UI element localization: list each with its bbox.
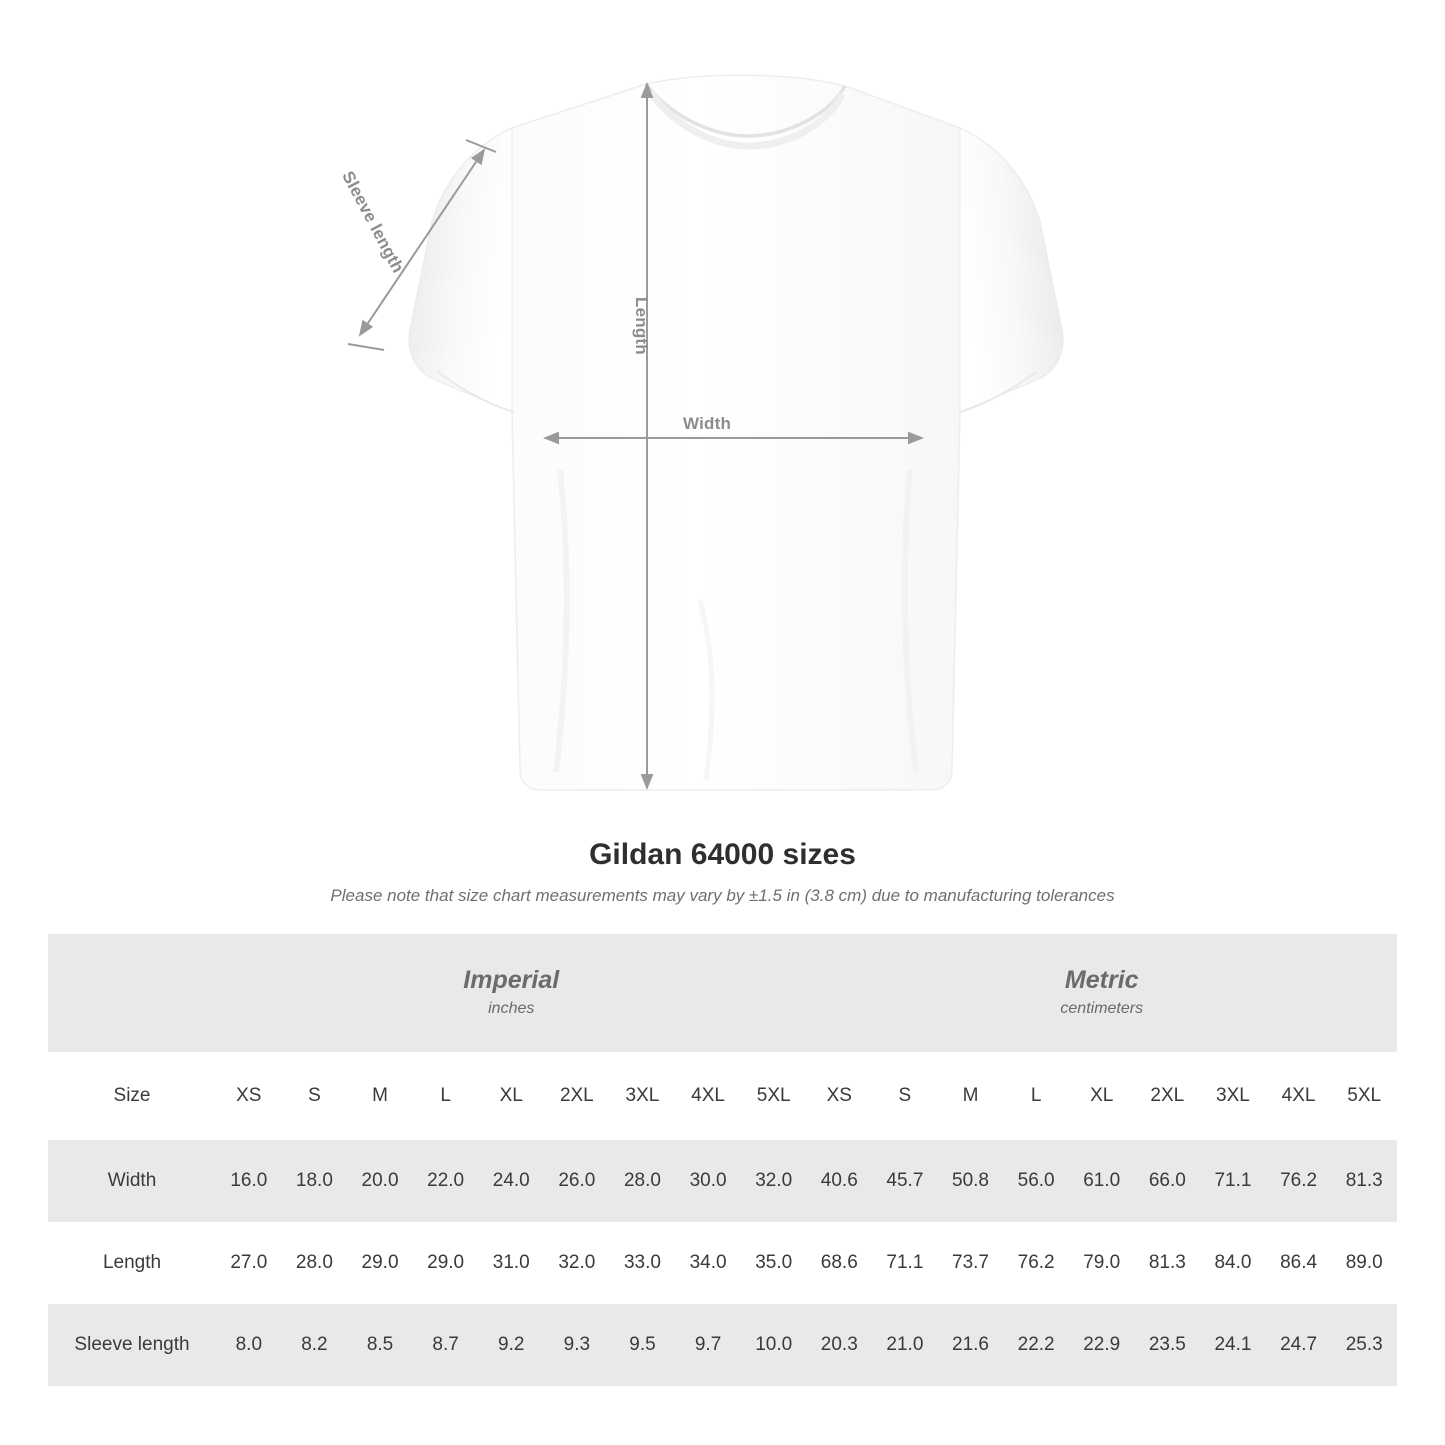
cell-sleeve-length-metric-4xl: 24.7: [1266, 1304, 1332, 1386]
unit-name-metric: Metric: [1064, 966, 1139, 995]
row-label-length: Length: [48, 1222, 216, 1304]
size-header-metric-4xl: 4XL: [1266, 1052, 1332, 1140]
size-header-imperial-3xl: 3XL: [610, 1052, 676, 1140]
size-header-metric-xl: XL: [1069, 1052, 1135, 1140]
unit-header-spacer: [48, 934, 216, 1052]
size-header-imperial-2xl: 2XL: [544, 1052, 610, 1140]
cell-width-imperial-2xl: 26.0: [544, 1140, 610, 1222]
cell-sleeve-length-imperial-m: 8.5: [347, 1304, 413, 1386]
length-label: Length: [632, 297, 651, 355]
size-chart-table-wrap: [48, 934, 1397, 1386]
cell-sleeve-length-metric-s: 21.0: [872, 1304, 938, 1386]
title-block: [0, 838, 1445, 906]
size-header-imperial-s: S: [282, 1052, 348, 1140]
cell-width-metric-2xl: 66.0: [1135, 1140, 1201, 1222]
tolerance-note: Please note that size chart measurements may vary by ±1.5 in (3.8 cm) due to manufacturing tolerances: [330, 886, 1115, 905]
cell-width-metric-3xl: 71.1: [1200, 1140, 1266, 1222]
cell-sleeve-length-metric-3xl: 24.1: [1200, 1304, 1266, 1386]
cell-sleeve-length-metric-2xl: 23.5: [1135, 1304, 1201, 1386]
size-header-metric-2xl: 2XL: [1135, 1052, 1201, 1140]
page-title: Gildan 64000 sizes: [589, 838, 856, 871]
cell-sleeve-length-imperial-l: 8.7: [413, 1304, 479, 1386]
cell-width-imperial-3xl: 28.0: [610, 1140, 676, 1222]
width-label: Width: [683, 414, 732, 433]
size-header-imperial-m: M: [347, 1052, 413, 1140]
cell-sleeve-length-imperial-xl: 9.2: [478, 1304, 544, 1386]
table-row: [48, 1222, 1397, 1304]
unit-sub-metric: centimeters: [1060, 999, 1144, 1017]
cell-length-metric-xl: 79.0: [1069, 1222, 1135, 1304]
cell-length-imperial-xl: 31.0: [478, 1222, 544, 1304]
cell-length-metric-m: 73.7: [938, 1222, 1004, 1304]
cell-length-imperial-s: 28.0: [282, 1222, 348, 1304]
size-header-imperial-5xl: 5XL: [741, 1052, 807, 1140]
table-row: [48, 1304, 1397, 1386]
unit-sub-imperial: inches: [488, 999, 535, 1017]
size-header-metric-5xl: 5XL: [1331, 1052, 1397, 1140]
cell-length-metric-l: 76.2: [1003, 1222, 1069, 1304]
size-header-metric-s: S: [872, 1052, 938, 1140]
cell-sleeve-length-metric-m: 21.6: [938, 1304, 1004, 1386]
cell-length-imperial-l: 29.0: [413, 1222, 479, 1304]
cell-length-metric-s: 71.1: [872, 1222, 938, 1304]
cell-width-metric-xl: 61.0: [1069, 1140, 1135, 1222]
size-header-label: Size: [48, 1052, 216, 1140]
size-header-metric-l: L: [1003, 1052, 1069, 1140]
row-label-sleeve-length: Sleeve length: [48, 1304, 216, 1386]
sleeve-length-label: Sleeve length: [338, 168, 408, 276]
size-header-imperial-xl: XL: [478, 1052, 544, 1140]
size-header-metric-xs: XS: [806, 1052, 872, 1140]
unit-name-imperial: Imperial: [463, 966, 560, 995]
cell-width-metric-4xl: 76.2: [1266, 1140, 1332, 1222]
size-header-imperial-xs: XS: [216, 1052, 282, 1140]
cell-length-imperial-m: 29.0: [347, 1222, 413, 1304]
unit-header-imperial: [216, 934, 806, 1052]
table-row: [48, 1140, 1397, 1222]
cell-length-imperial-4xl: 34.0: [675, 1222, 741, 1304]
size-chart-table: [48, 934, 1397, 1386]
cell-width-metric-l: 56.0: [1003, 1140, 1069, 1222]
cell-sleeve-length-imperial-5xl: 10.0: [741, 1304, 807, 1386]
cell-width-metric-xs: 40.6: [806, 1140, 872, 1222]
unit-header-metric: [806, 934, 1397, 1052]
cell-length-metric-3xl: 84.0: [1200, 1222, 1266, 1304]
size-header-imperial-4xl: 4XL: [675, 1052, 741, 1140]
cell-length-imperial-3xl: 33.0: [610, 1222, 676, 1304]
cell-length-metric-2xl: 81.3: [1135, 1222, 1201, 1304]
cell-sleeve-length-imperial-4xl: 9.7: [675, 1304, 741, 1386]
cell-width-metric-5xl: 81.3: [1331, 1140, 1397, 1222]
cell-width-imperial-l: 22.0: [413, 1140, 479, 1222]
cell-length-metric-5xl: 89.0: [1331, 1222, 1397, 1304]
cell-width-imperial-xl: 24.0: [478, 1140, 544, 1222]
cell-sleeve-length-imperial-xs: 8.0: [216, 1304, 282, 1386]
row-label-width: Width: [48, 1140, 216, 1222]
cell-sleeve-length-imperial-3xl: 9.5: [610, 1304, 676, 1386]
cell-width-imperial-4xl: 30.0: [675, 1140, 741, 1222]
unit-header-row: [48, 934, 1397, 1052]
cell-width-imperial-m: 20.0: [347, 1140, 413, 1222]
cell-width-imperial-xs: 16.0: [216, 1140, 282, 1222]
size-header-imperial-l: L: [413, 1052, 479, 1140]
size-header-metric-3xl: 3XL: [1200, 1052, 1266, 1140]
cell-sleeve-length-imperial-s: 8.2: [282, 1304, 348, 1386]
size-header-row: [48, 1052, 1397, 1140]
cell-length-imperial-2xl: 32.0: [544, 1222, 610, 1304]
cell-sleeve-length-metric-l: 22.2: [1003, 1304, 1069, 1386]
cell-length-metric-xs: 68.6: [806, 1222, 872, 1304]
cell-sleeve-length-metric-xl: 22.9: [1069, 1304, 1135, 1386]
cell-sleeve-length-imperial-2xl: 9.3: [544, 1304, 610, 1386]
cell-length-imperial-xs: 27.0: [216, 1222, 282, 1304]
cell-length-metric-4xl: 86.4: [1266, 1222, 1332, 1304]
cell-sleeve-length-metric-xs: 20.3: [806, 1304, 872, 1386]
cell-width-metric-s: 45.7: [872, 1140, 938, 1222]
cell-sleeve-length-metric-5xl: 25.3: [1331, 1304, 1397, 1386]
cell-length-imperial-5xl: 35.0: [741, 1222, 807, 1304]
cell-width-metric-m: 50.8: [938, 1140, 1004, 1222]
size-header-metric-m: M: [938, 1052, 1004, 1140]
cell-width-imperial-s: 18.0: [282, 1140, 348, 1222]
cell-width-imperial-5xl: 32.0: [741, 1140, 807, 1222]
